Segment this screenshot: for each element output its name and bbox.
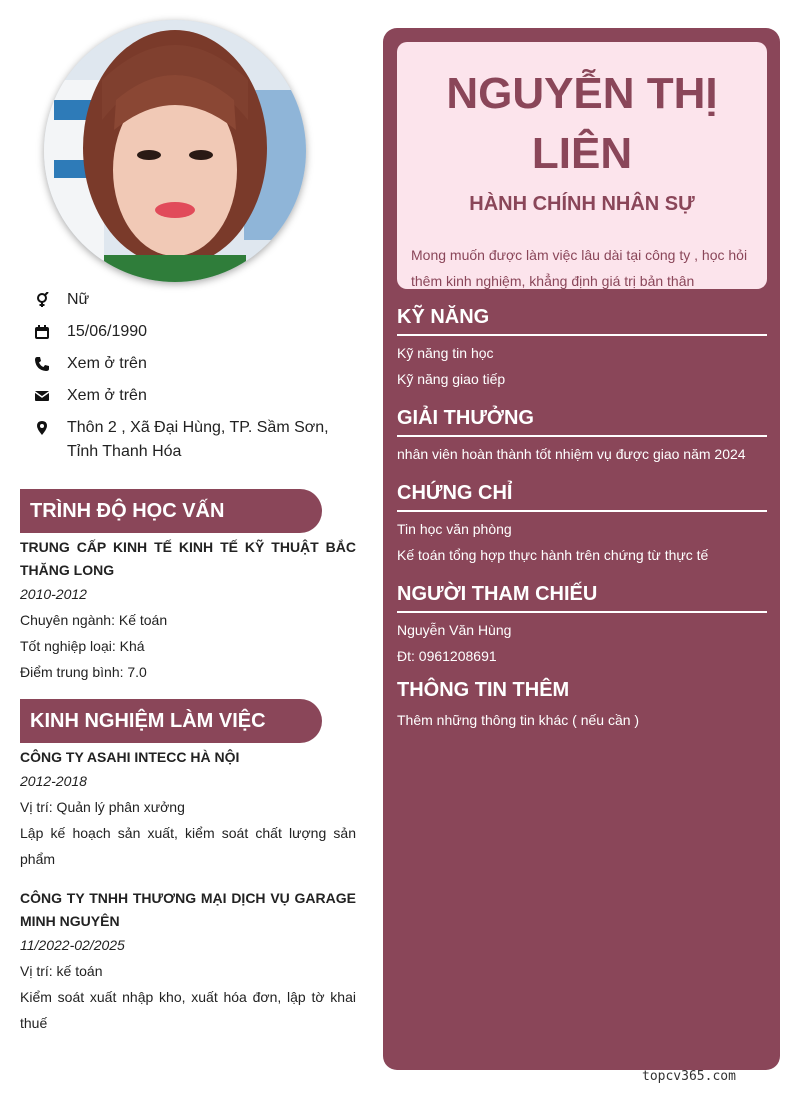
phone-icon: [34, 352, 60, 376]
job-entry: [20, 746, 356, 872]
awards-section: [397, 403, 767, 467]
certificates-section: [397, 478, 767, 568]
education-section: [20, 536, 356, 685]
name-box: [397, 42, 767, 289]
gender-value: Nữ: [67, 291, 90, 308]
awards-heading: GIẢI THƯỞNG: [397, 403, 767, 437]
contact-birthday: [30, 320, 360, 344]
references-heading: NGƯỜI THAM CHIẾU: [397, 579, 767, 613]
school-name: TRUNG CẤP KINH TẾ KINH TẾ KỸ THUẬT BẮC THĂNG LONG: [20, 539, 356, 578]
job-description: Kiểm soát xuất nhập kho, xuất hóa đơn, lập tờ khai thuế: [20, 989, 356, 1031]
portrait-image: [44, 20, 306, 282]
job-title: HÀNH CHÍNH NHÂN SỰ: [469, 193, 695, 215]
calendar-icon: [34, 320, 60, 344]
company-name: CÔNG TY ASAHI INTECC HÀ NỘI: [20, 749, 240, 765]
watermark: topcv365.com: [642, 1069, 736, 1084]
birthday-value: 15/06/1990: [67, 323, 148, 340]
contact-phone[interactable]: [30, 352, 360, 376]
job-role: Vị trí: Quản lý phân xưởng: [20, 799, 185, 815]
award-item: nhân viên hoàn thành tốt nhiệm vụ được giao năm 2024: [397, 446, 746, 462]
contact-gender: [30, 288, 360, 312]
gender-icon: [34, 288, 60, 312]
education-line: Chuyên ngành: Kế toán: [20, 612, 168, 628]
skill-item: Kỹ năng giao tiếp: [397, 371, 506, 387]
reference-item: Đt: 0961208691: [397, 648, 497, 664]
education-line: Tốt nghiệp loại: Khá: [20, 638, 145, 654]
experience-heading: KINH NGHIỆM LÀM VIỆC: [20, 699, 322, 743]
skills-heading: KỸ NĂNG: [397, 302, 767, 336]
references-section: [397, 579, 767, 669]
company-name: CÔNG TY TNHH THƯƠNG MẠI DỊCH VỤ GARAGE MINH NGUYÊN: [20, 890, 356, 929]
location-icon: [34, 416, 60, 440]
experience-section: [20, 746, 356, 1036]
reference-item: Nguyễn Văn Hùng: [397, 622, 512, 638]
education-line: Điểm trung bình: 7.0: [20, 664, 147, 680]
phone-value: Xem ở trên: [67, 355, 147, 372]
certificates-heading: CHỨNG CHỈ: [397, 478, 767, 512]
skills-section: [397, 302, 767, 392]
email-icon: [34, 384, 60, 408]
job-period: 2012-2018: [20, 773, 87, 789]
right-panel: [383, 28, 780, 1070]
contact-list: [30, 288, 360, 472]
contact-address: [30, 416, 360, 464]
job-period: 11/2022-02/2025: [20, 937, 125, 953]
address-value: Thôn 2 , Xã Đại Hùng, TP. Sầm Sơn, Tỉnh Thanh Hóa: [67, 419, 329, 460]
job-role: Vị trí: kế toán: [20, 963, 103, 979]
job-description: Lập kế hoạch sản xuất, kiểm soát chất lượng sản phẩm: [20, 825, 356, 867]
career-objective: Mong muốn được làm việc lâu dài tại công ty , học hỏi thêm kinh nghiệm, khẳng định giá trị bản thân: [411, 247, 748, 289]
skill-item: Kỹ năng tin học: [397, 345, 494, 361]
additional-item: Thêm những thông tin khác ( nếu cần ): [397, 712, 640, 728]
certificate-item: Kế toán tổng hợp thực hành trên chứng từ thực tế: [397, 547, 709, 563]
education-period: 2010-2012: [20, 586, 87, 602]
education-heading: TRÌNH ĐỘ HỌC VẤN: [20, 489, 322, 533]
email-value: Xem ở trên: [67, 387, 147, 404]
profile-photo: [44, 20, 306, 282]
job-entry: [20, 887, 356, 1036]
contact-email[interactable]: [30, 384, 360, 408]
additional-heading: THÔNG TIN THÊM: [397, 679, 570, 701]
certificate-item: Tin học văn phòng: [397, 521, 512, 537]
full-name: NGUYỄN THỊ LIÊN: [446, 69, 718, 178]
additional-section: [397, 675, 767, 733]
